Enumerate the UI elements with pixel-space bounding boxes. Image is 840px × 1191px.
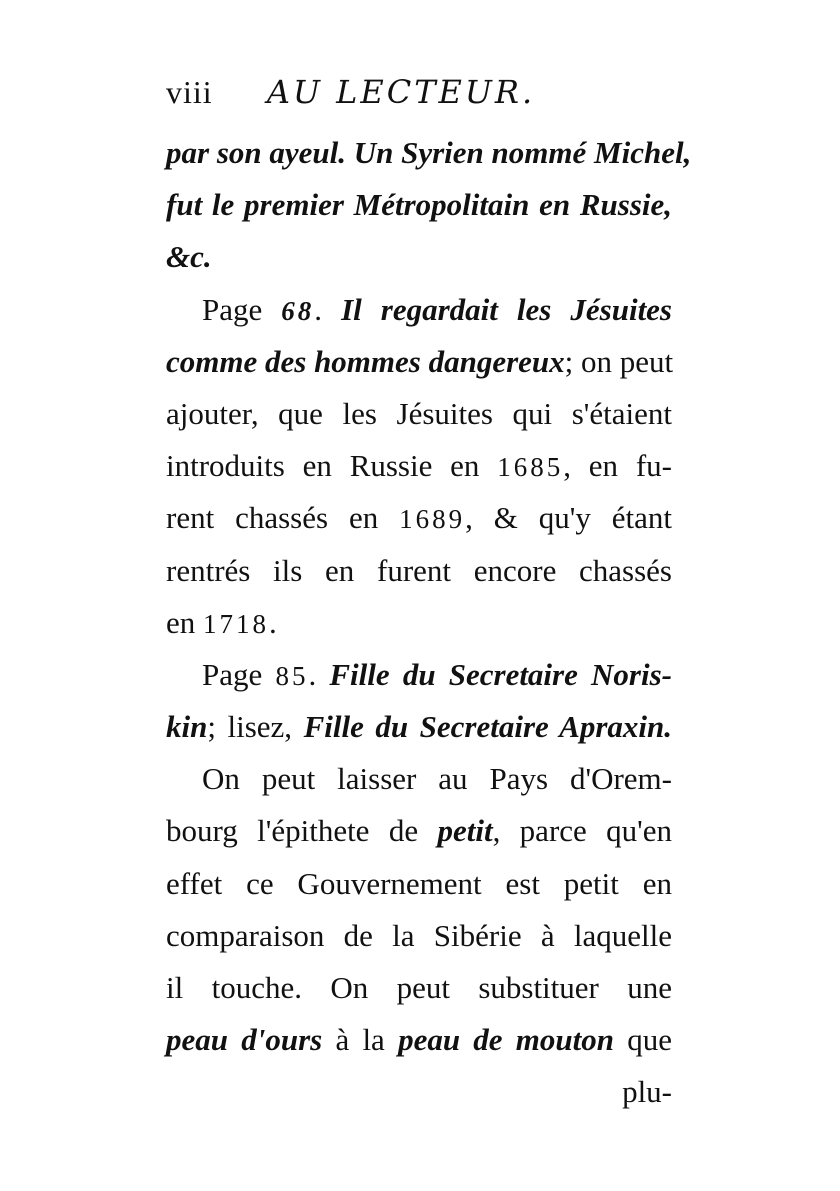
text-segment: &c. bbox=[166, 239, 212, 275]
text-segment: ajouter, que les Jésuites qui s'étaient bbox=[166, 395, 672, 431]
text-line bbox=[166, 753, 672, 805]
running-title: AU LECTEUR. bbox=[266, 73, 536, 111]
text-segment: Page bbox=[202, 656, 276, 692]
text-segment: . bbox=[269, 604, 277, 640]
text-segment: 1685 bbox=[497, 452, 564, 483]
text-segment: bourg l'épithete de bbox=[166, 813, 438, 849]
text-segment: Fille du Secretaire Apraxin. bbox=[303, 709, 673, 745]
text-segment: . bbox=[308, 656, 330, 692]
text-segment: en bbox=[166, 604, 204, 640]
text-segment: , en fu- bbox=[563, 448, 672, 484]
text-segment: effet ce Gouvernement est petit en bbox=[166, 865, 672, 901]
text-segment: fut le premier Métropolitain en Russie, bbox=[166, 187, 672, 223]
text-segment: peau de mouton bbox=[398, 1022, 614, 1058]
text-line bbox=[166, 440, 672, 492]
text-segment: comme des hommes dangereux bbox=[166, 343, 565, 379]
text-segment: , & qu'y étant bbox=[465, 500, 672, 536]
text-line bbox=[166, 1014, 672, 1066]
text-line bbox=[166, 597, 672, 649]
text-line bbox=[166, 388, 672, 440]
text-line bbox=[166, 336, 672, 388]
page-number: viii bbox=[166, 74, 213, 110]
text-line bbox=[166, 179, 672, 231]
text-line bbox=[166, 1066, 672, 1118]
text-segment: introduits en Russie en bbox=[166, 448, 498, 484]
text-segment: Page bbox=[202, 291, 282, 327]
text-segment: peau d'ours bbox=[166, 1022, 323, 1058]
text-segment: petit bbox=[437, 813, 493, 849]
text-segment: 85 bbox=[275, 660, 309, 691]
text-segment: que bbox=[614, 1022, 672, 1058]
text-segment: On peut laisser au Pays d'Orem- bbox=[202, 761, 672, 797]
text-line bbox=[166, 492, 672, 544]
text-segment: rent chassés en bbox=[166, 500, 400, 536]
text-line bbox=[166, 858, 672, 910]
text-segment: à la bbox=[322, 1022, 399, 1058]
text-line bbox=[166, 701, 672, 753]
text-segment: il touche. On peut substituer une bbox=[166, 970, 672, 1005]
text-line bbox=[166, 284, 672, 336]
text-segment: 68 bbox=[281, 295, 315, 326]
text-segment: , parce qu'en bbox=[492, 813, 672, 849]
text-line bbox=[166, 649, 672, 701]
text-segment: . bbox=[314, 291, 342, 327]
text-segment: rentrés ils en furent encore chassés bbox=[166, 552, 672, 588]
text-segment: kin bbox=[166, 709, 208, 745]
text-line bbox=[166, 962, 672, 1014]
text-line bbox=[166, 127, 692, 179]
body-text bbox=[166, 127, 692, 1119]
text-segment: par son ayeul. Un Syrien nommé Michel, bbox=[166, 135, 692, 170]
text-segment: plu- bbox=[622, 1074, 672, 1110]
text-segment: 1689 bbox=[399, 504, 466, 535]
text-line bbox=[166, 910, 672, 962]
text-segment: comparaison de la Sibérie à laquelle bbox=[166, 917, 672, 953]
text-line bbox=[166, 545, 672, 597]
text-segment: Il regardait les Jésuites bbox=[341, 291, 673, 327]
text-line bbox=[166, 231, 672, 283]
text-segment: 1718 bbox=[203, 608, 270, 639]
page-header bbox=[166, 70, 686, 114]
text-segment: Fille du Secretaire Noris- bbox=[329, 656, 672, 692]
text-segment: ; lisez, bbox=[207, 709, 304, 745]
text-line bbox=[166, 805, 672, 857]
text-segment: ; on peut bbox=[564, 343, 674, 379]
